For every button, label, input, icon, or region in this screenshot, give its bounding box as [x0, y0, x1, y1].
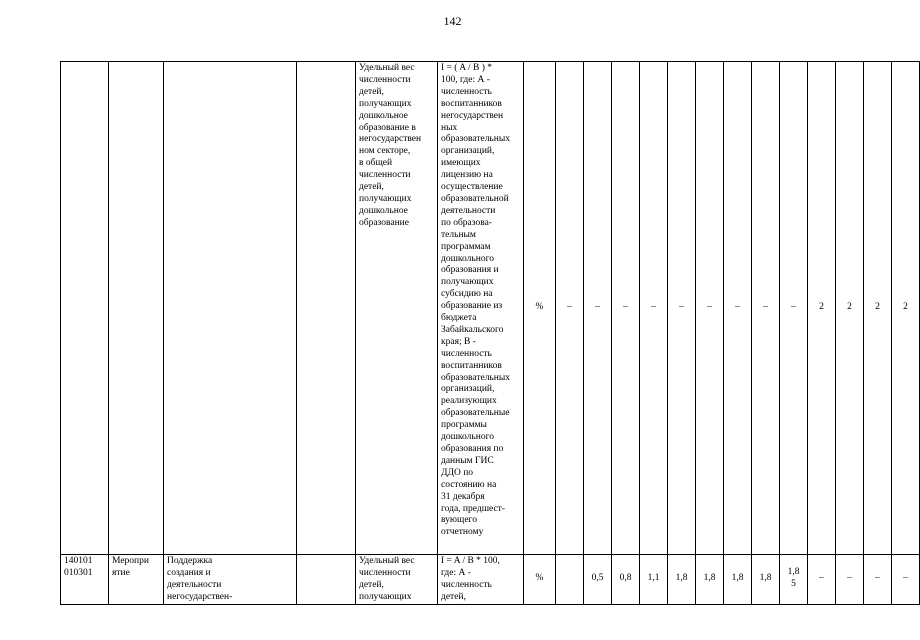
value-cell: 2	[808, 62, 836, 555]
unit-cell: %	[524, 555, 556, 605]
value-cell: –	[808, 555, 836, 605]
value-cell: 1,8	[724, 555, 752, 605]
value-cell: –	[864, 555, 892, 605]
value-cell: 1,8	[752, 555, 780, 605]
blank-cell	[297, 62, 356, 555]
type-cell	[109, 62, 164, 555]
name-cell: Поддержка создания и деятельности негосударствен-	[164, 555, 297, 605]
formula-cell: I = ( A / B ) * 100, где: А - численность воспитанников негосударствен ных образовательных организаций, имеющих лицензию на осуществление образовательной деятельности по образова- тельным программам дошкольного образования и получающих субсидию на образование из бюджета Забайкальского края; В - численность воспитанников образовательных организаций, реализующих образовательные программы дошкольного образования по данным ГИС ДДО по состоянию на 31 декабря года, предшест- вующего отчетному	[438, 62, 524, 555]
value-cell: –	[892, 555, 920, 605]
indicator-cell: Удельный вес численности детей, получающих дошкольное образование в негосударствен ном секторе, в общей численности детей, получающих дошкольное образование	[356, 62, 438, 555]
value-cell: –	[584, 62, 612, 555]
type-cell: Меропри ятие	[109, 555, 164, 605]
blank-cell	[297, 555, 356, 605]
value-cell: 1,8 5	[780, 555, 808, 605]
indicator-table	[60, 61, 920, 605]
formula-cell: I = A / B * 100, где: А - численность детей,	[438, 555, 524, 605]
value-cell: 1,1	[640, 555, 668, 605]
value-cell: 2	[864, 62, 892, 555]
value-cell: 0,8	[612, 555, 640, 605]
value-cell: 1,8	[696, 555, 724, 605]
value-cell: 2	[836, 62, 864, 555]
value-cell: 1,8	[668, 555, 696, 605]
value-cell: –	[556, 62, 584, 555]
table-row	[61, 62, 920, 555]
value-cell: –	[612, 62, 640, 555]
value-cell: 0,5	[584, 555, 612, 605]
table-row	[61, 555, 920, 605]
code-cell: 140101 010301	[61, 555, 109, 605]
value-cell: –	[640, 62, 668, 555]
value-cell: –	[752, 62, 780, 555]
unit-cell: %	[524, 62, 556, 555]
value-cell: –	[724, 62, 752, 555]
value-cell: –	[780, 62, 808, 555]
value-cell: 2	[892, 62, 920, 555]
value-cell: –	[836, 555, 864, 605]
name-cell	[164, 62, 297, 555]
code-cell	[61, 62, 109, 555]
value-cell: –	[696, 62, 724, 555]
value-cell: –	[668, 62, 696, 555]
page-number: 142	[443, 14, 462, 28]
indicator-cell: Удельный вес численности детей, получающих	[356, 555, 438, 605]
value-cell	[556, 555, 584, 605]
